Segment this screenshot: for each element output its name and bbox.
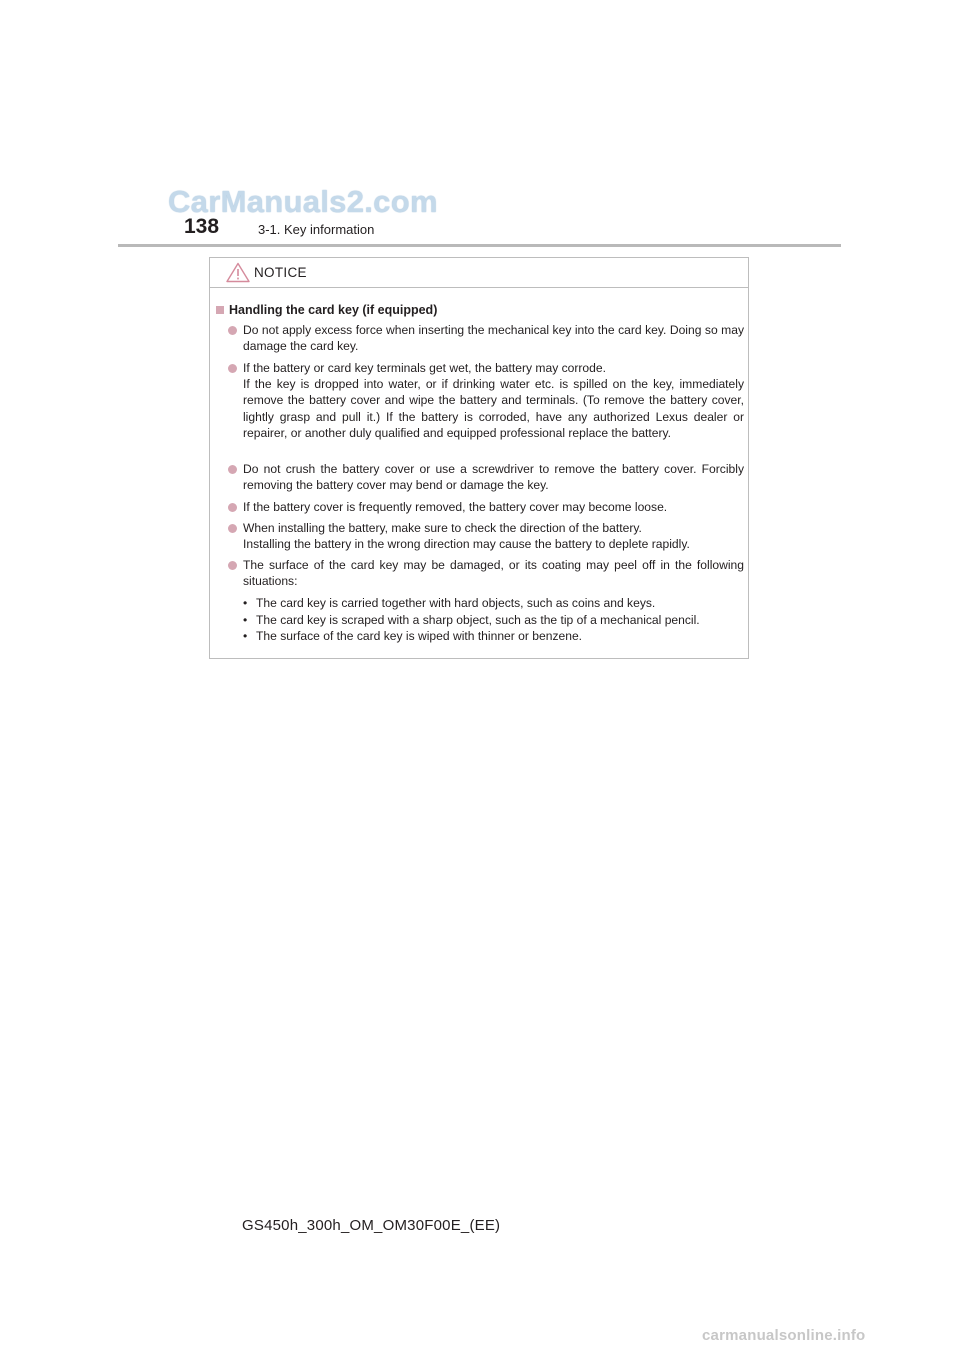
list-item xyxy=(228,360,744,441)
list-item-text: If the battery or card key terminals get wet, the battery may corrode. xyxy=(243,361,606,375)
header-divider xyxy=(118,244,841,247)
list-item-text: If the key is dropped into water, or if drinking water etc. is spilled on the key, immediately remove the battery cover and wipe the battery and terminals. (To remove the battery cover, lightly grasp and pull it.) If the battery is corroded, have any authorized Lexus dealer or repairer, or another duly qualified and equipped professional replace the battery. xyxy=(243,377,744,440)
list-item xyxy=(228,520,744,552)
sub-list-item: • The card key is carried together with hard objects, such as coins and keys. xyxy=(243,595,744,611)
notice-box xyxy=(209,257,749,659)
bullet-dot-icon xyxy=(228,465,237,474)
notice-label: NOTICE xyxy=(254,265,307,280)
list-item-text: If the battery cover is frequently removed, the battery cover may become loose. xyxy=(243,500,668,514)
section-title: 3-1. Key information xyxy=(258,222,375,237)
sub-list-item: • The surface of the card key is wiped with thinner or benzene. xyxy=(243,628,744,644)
bullet-dot-icon xyxy=(228,561,237,570)
list-item-text: When installing the battery, make sure to check the direction of the battery. xyxy=(243,521,642,535)
page-number: 138 xyxy=(184,215,220,238)
warning-triangle-icon xyxy=(226,262,250,283)
list-item xyxy=(228,499,744,515)
list-item xyxy=(228,557,744,644)
bullet-dot-icon xyxy=(228,524,237,533)
square-bullet-icon xyxy=(216,306,224,314)
bullet-dot-icon xyxy=(228,364,237,373)
sub-list-item: • The card key is scraped with a sharp object, such as the tip of a mechanical pencil. xyxy=(243,612,744,628)
bullet-dot-icon xyxy=(228,326,237,335)
list-item xyxy=(228,461,744,493)
notice-header xyxy=(210,258,748,288)
notice-heading-text: Handling the card key (if equipped) xyxy=(229,303,438,317)
watermark-bottom: carmanualsonline.info xyxy=(702,1327,866,1344)
document-code: GS450h_300h_OM_OM30F00E_(EE) xyxy=(242,1217,501,1234)
watermark-logo-top: CarManuals2.com xyxy=(168,184,438,219)
bullet-dot-icon xyxy=(228,503,237,512)
list-item-text: The surface of the card key may be damaged, or its coating may peel off in the following situations: xyxy=(243,558,744,589)
sub-list xyxy=(243,595,744,644)
list-item-text: Installing the battery in the wrong direction may cause the battery to deplete rapidly. xyxy=(243,537,690,552)
list-item xyxy=(228,322,744,354)
list-item-text: Do not apply excess force when inserting the mechanical key into the card key. Doing so may damage the card key. xyxy=(243,323,744,354)
notice-heading xyxy=(216,302,437,318)
list-item-text: Do not crush the battery cover or use a screwdriver to remove the battery cover. Forcibly removing the battery cover may bend or damage the key. xyxy=(243,462,744,493)
